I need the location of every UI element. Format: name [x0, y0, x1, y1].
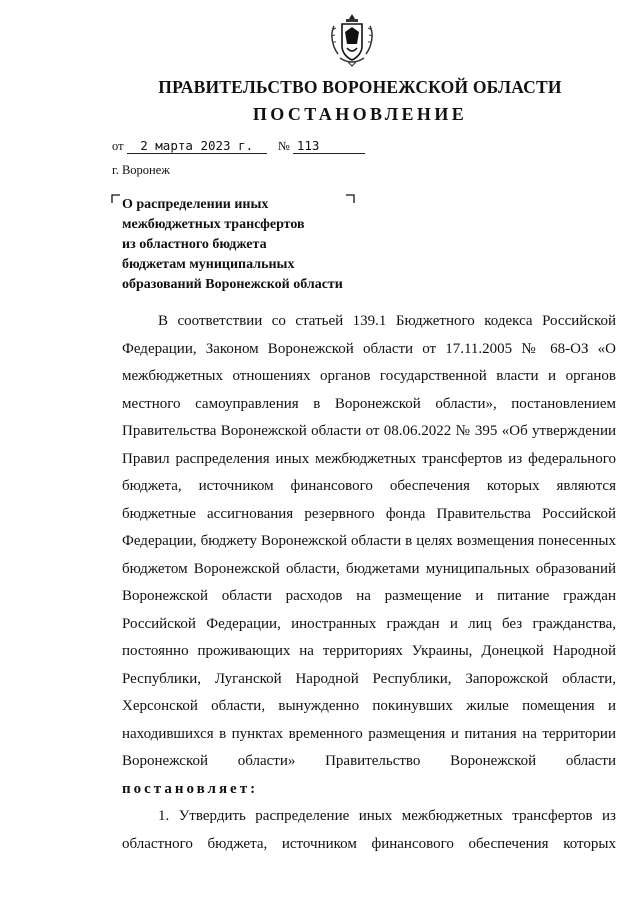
decree-date: 2 марта 2023 г.: [127, 138, 267, 154]
coat-of-arms-icon: [326, 12, 378, 70]
title-bracket-left: [111, 194, 121, 204]
decree-body: [122, 308, 616, 858]
city-line: г. Воронеж: [112, 163, 170, 177]
resolves-line: [122, 776, 616, 804]
government-heading: ПРАВИТЕЛЬСТВО ВОРОНЕЖСКОЙ ОБЛАСТИ: [158, 77, 562, 97]
title-line: образований Воронежской области: [122, 277, 343, 292]
title-line: О распределении иных: [122, 197, 269, 212]
decree-title: [122, 195, 372, 295]
resolves-word: постановляет:: [122, 780, 259, 797]
preamble-paragraph: В соответствии со статьей 139.1 Бюджетного кодекса Российской Федерации, Законом Воронежской области от 17.11.2005 № 68-ОЗ «О межбюджетных отношениях органов государственной власти и органов местного самоуправления в Воронежской области», постановлением Правительства Воронежской области от 08.06.2022 № 395 «Об утверждении Правил распределения иных межбюджетных трансфертов из федерального бюджета, источником финансового обеспечения которых являются бюджетные ассигнования резервного фонда Правительства Российской Федерации, бюджету Воронежской области в целях возмещения понесенных бюджетом Воронежской области, бюджетами муниципальных образований Воронежской области расходов на размещение и питание граждан Российской Федерации, иностранных граждан и лиц без гражданства, постоянно проживающих на территориях Украины, Донецкой Народной Республики, Луганской Народной Республики, Запорожской области, Херсонской области, вынужденно покинувших жилые помещения и находившихся в пунктах временного размещения и питания на территории Воронежской области» Правительство Воронежской области: [122, 313, 616, 769]
from-label: от: [112, 139, 124, 153]
decree-number: 113: [293, 138, 365, 154]
title-line: из областного бюджета: [122, 237, 267, 252]
dateline: [112, 138, 365, 154]
title-line: межбюджетных трансфертов: [122, 217, 305, 232]
title-line: бюджетам муниципальных: [122, 257, 295, 272]
number-label: №: [277, 139, 290, 153]
item-1-paragraph: 1. Утвердить распределение иных межбюджетных трансфертов из областного бюджета, источником финансового обеспечения которых: [122, 808, 616, 852]
document-type-heading: ПОСТАНОВЛЕНИЕ: [252, 104, 468, 124]
